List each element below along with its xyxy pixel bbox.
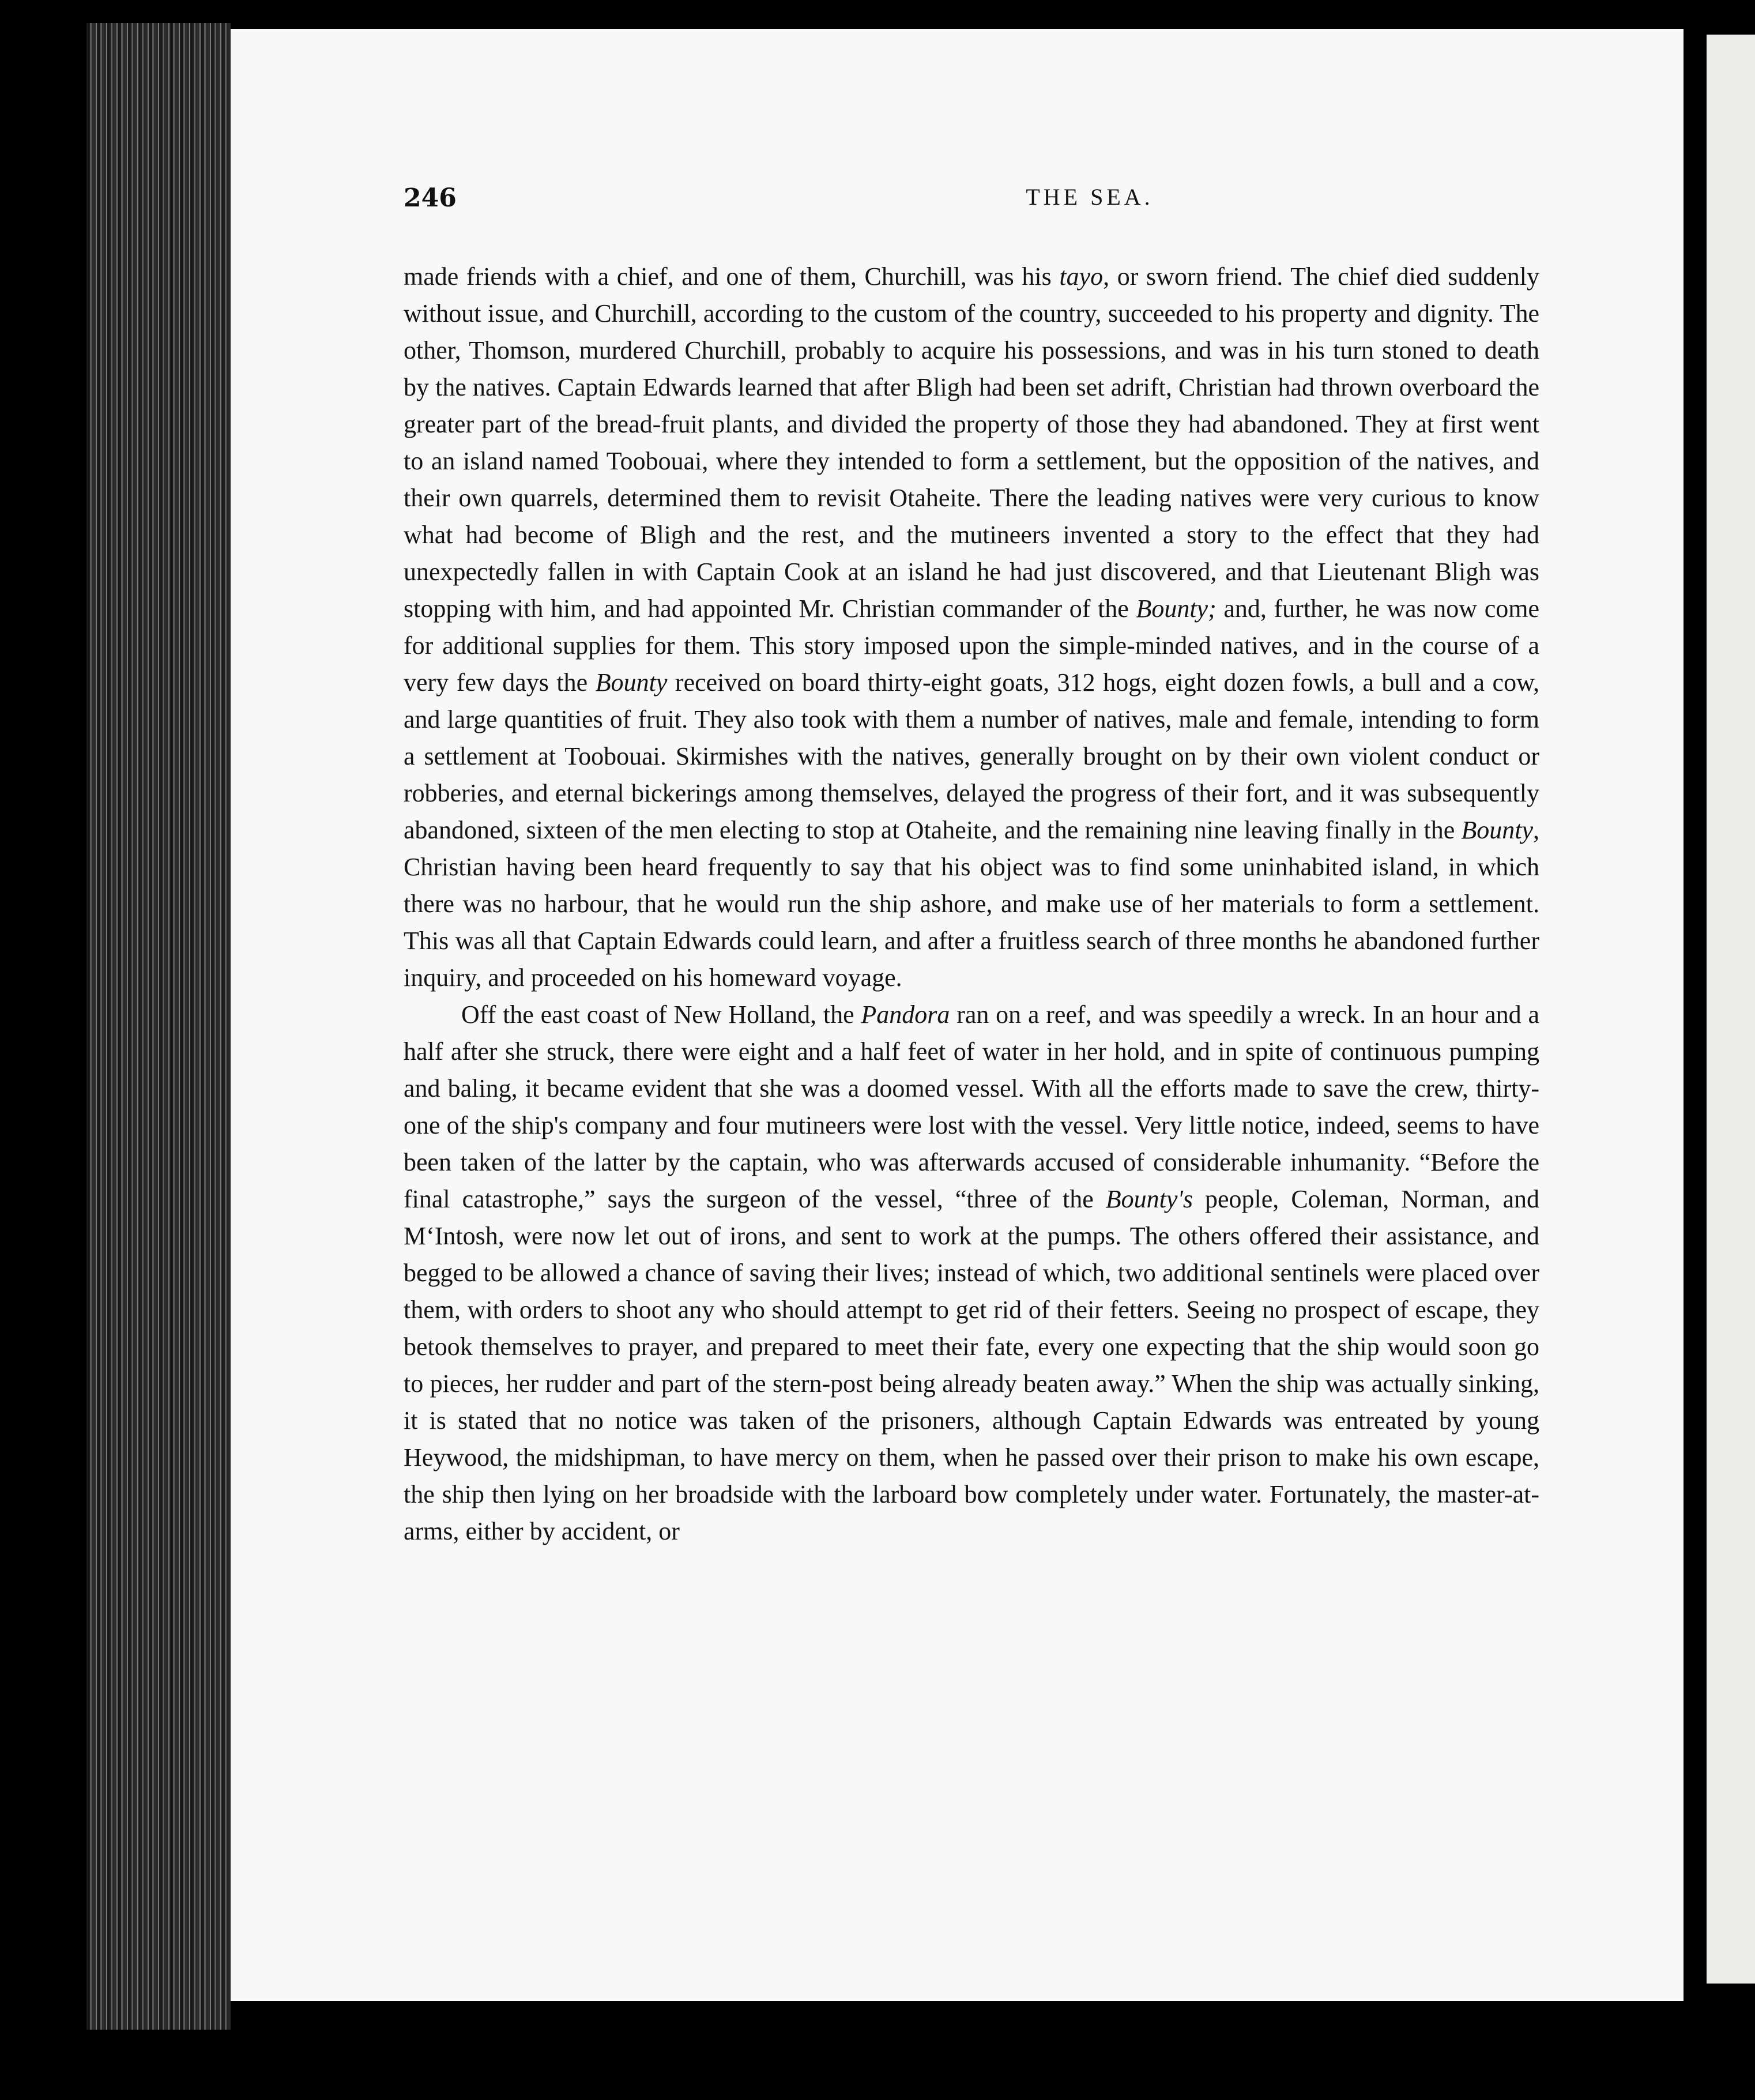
running-title: THE SEA. xyxy=(1026,184,1154,210)
paragraph-1 xyxy=(404,258,1539,996)
text-run: received on board thirty-eight goats, 312 hogs, eight dozen fowls, a bull and a cow, and large quantities of fruit. They also took with them a number of natives, male and female, intending to form a settlement at Toobouai. Skirmishes with the natives, generally brought on by their own violent conduct or robberies, and eternal bickerings among themselves, delayed the progress of their fort, and it was subsequently abandoned, sixteen of the men electing to stop at Otaheite, and the remaining nine leaving finally in the xyxy=(404,668,1539,844)
italic-ship-name: Bounty's xyxy=(1105,1185,1193,1213)
italic-ship-name: Pandora xyxy=(861,1000,950,1029)
italic-ship-name: Bounty xyxy=(1461,816,1533,844)
italic-ship-name: Bounty; xyxy=(1136,594,1217,623)
text-run: people, Coleman, Norman, and M‘Intosh, were now let out of irons, and sent to work at the pumps. The others offered their assistance, and begged to be allowed a chance of saving their lives; instead of which, two additional sentinels were placed over them, with orders to shoot any who should attempt to get rid of their fetters. Seeing no prospect of escape, they betook themselves to prayer, and prepared to meet their fate, every one expecting that the ship would soon go to pieces, her rudder and part of the stern-post being already beaten away.” When the ship was actually sinking, it is stated that no notice was taken of the prisoners, although Captain Edwards was entreated by young Heywood, the midshipman, to have mercy on them, when he passed over their prison to make his own escape, the ship then lying on her broadside with the larboard bow completely under water. Fortunately, the master-at-arms, either by accident, or xyxy=(404,1185,1539,1545)
facing-page-edge xyxy=(1701,35,1755,1984)
text-run: Off the east coast of New Holland, the xyxy=(461,1000,861,1029)
book-gutter-edges xyxy=(86,23,231,2030)
running-head xyxy=(404,183,1755,218)
italic-word-tayo: tayo xyxy=(1059,262,1104,291)
body-text xyxy=(404,258,1539,1550)
paragraph-2 xyxy=(404,996,1539,1550)
text-run: made friends with a chief, and one of them, Churchill, was his xyxy=(404,262,1060,291)
book-page xyxy=(231,29,1684,2001)
italic-ship-name: Bounty xyxy=(595,668,668,697)
text-run: ran on a reef, and was speedily a wreck. In an hour and a half after she struck, there were eight and a half feet of water in her hold, and in spite of continuous pumping and baling, it became evident that she was a doomed vessel. With all the efforts made to save the crew, thirty-one of the ship's company and four mutineers were lost with the vessel. Very little notice, indeed, seems to have been taken of the latter by the captain, who was afterwards accused of considerable inhumanity. “Before the final catastrophe,” says the surgeon of the vessel, “three of the xyxy=(404,1000,1540,1213)
text-run: , or sworn friend. The chief died suddenly without issue, and Churchill, according to the custom of the country, succeeded to his property and dignity. The other, Thomson, murdered Churchill, probably to acquire his possessions, and was in his turn stoned to death by the natives. Captain Edwards learned that after Bligh had been set adrift, Christian had thrown overboard the greater part of the bread-fruit plants, and divided the property of those they had abandoned. They at first went to an island named Toobouai, where they intended to form a settlement, but the opposition of the natives, and their own quarrels, determined them to revisit Otaheite. There the leading natives were very curious to know what had become of Bligh and the rest, and the mutineers invented a story to the effect that they had unexpectedly fallen in with Captain Cook at an island he had just discovered, and that Lieutenant Bligh was stopping with him, and had appointed Mr. Christian commander of the xyxy=(404,262,1539,623)
page-number: 246 xyxy=(404,183,457,213)
text-run: , Christian having been heard frequently to say that his object was to find some uninhabited island, in which there was no harbour, that he would run the ship ashore, and make use of her materials to form a settlement. This was all that Captain Edwards could learn, and after a fruitless search of three months he abandoned further inquiry, and proceeded on his homeward voyage. xyxy=(404,816,1539,992)
text-run: and, further, he was now come for additional supplies for them. This story imposed upon the simple-minded natives, and in the course of a very few days the xyxy=(404,594,1539,697)
